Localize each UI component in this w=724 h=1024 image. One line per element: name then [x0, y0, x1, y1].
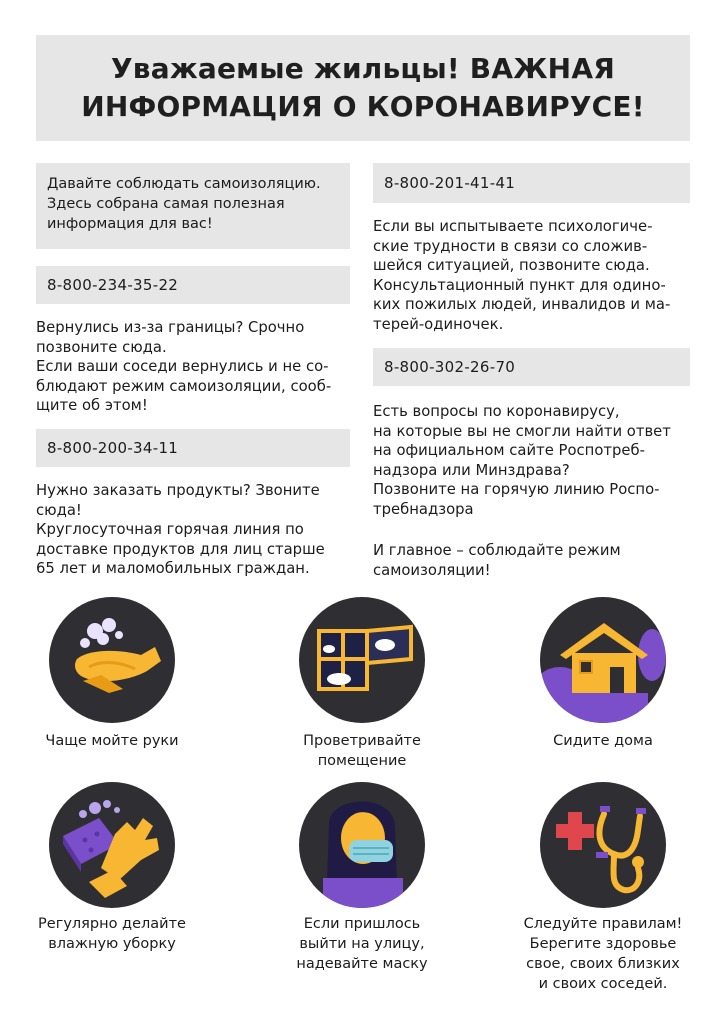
washing-hands-icon [49, 597, 175, 723]
page-title [81, 50, 644, 126]
closing-text: И главное – соблюдайте режим самоизоляции! [373, 542, 621, 579]
open-window-icon [299, 597, 425, 723]
medical-cross-stethoscope-icon [540, 782, 666, 908]
title-banner [36, 35, 690, 141]
tip-caption: Сидите дома [553, 733, 653, 749]
tip-caption: Чаще мойте руки [45, 733, 179, 749]
phone-box-left-2 [36, 429, 350, 467]
info-text-left-2: Нужно заказать продукты? Звоните сюда! Круглосуточная горячая линия по доставке продуктов для лиц старше 65 лет и маломобильных граждан. [36, 482, 325, 577]
phone-box-right-2 [373, 348, 690, 386]
phone-box-left-1 [36, 266, 350, 304]
tip-caption: Следуйте правилам! Берегите здоровье свое, своих близких и своих соседей. [523, 916, 683, 992]
phone-number[interactable]: 8-800-200-34-11 [47, 439, 179, 457]
woman-mask-icon [299, 782, 425, 908]
phone-number[interactable]: 8-800-302-26-70 [384, 358, 516, 376]
info-text-right-1: Если вы испытываете психологиче- ские трудности в связи со сложив- шейся ситуацией, позвоните сюда. Консультационный пункт для одино- ких пожилых людей, инвалидов и ма- терей-одиночек. [373, 218, 671, 333]
phone-box-right-1 [373, 163, 690, 203]
tip-caption: Если пришлось выйти на улицу, надевайте маску [296, 916, 428, 972]
tip-caption: Проветривайте помещение [303, 733, 421, 769]
tip-caption: Регулярно делайте влажную уборку [38, 916, 186, 952]
intro-box: Давайте соблюдать самоизоляцию. Здесь собрана самая полезная информация для вас! [36, 163, 350, 249]
title-line-2: ИНФОРМАЦИЯ О КОРОНАВИРУСЕ! [81, 90, 645, 123]
info-text-left-1: Вернулись из-за границы? Срочно позвоните сюда. Если ваши соседи вернулись и не со- блюдают режим самоизоляции, сооб- щите об этом! [36, 319, 332, 414]
sponge-gloves-icon [49, 782, 175, 908]
title-line-1: Уважаемые жильцы! ВАЖНАЯ [111, 52, 615, 85]
info-text-right-2: Есть вопросы по коронавирусу, на которые вы не смогли найти ответ на официальном сайте Роспотреб- надзора или Минздрава? Позвоните на горячую линию Роспо- требнадзора [373, 403, 671, 518]
phone-number[interactable]: 8-800-234-35-22 [47, 276, 179, 294]
house-icon [540, 597, 666, 723]
phone-number[interactable]: 8-800-201-41-41 [384, 174, 516, 192]
